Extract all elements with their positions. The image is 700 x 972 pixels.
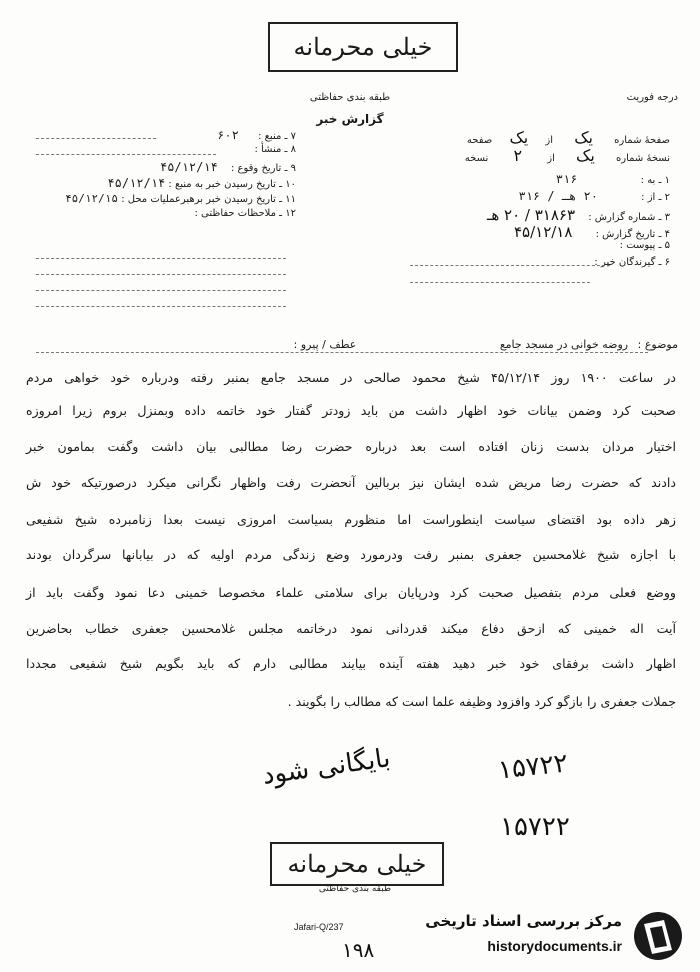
dotted-line <box>36 154 216 155</box>
watermark-url: historydocuments.ir <box>487 938 622 954</box>
source-received-date-row <box>34 176 296 192</box>
page-from-label: از <box>545 135 554 146</box>
dotted-line <box>36 138 156 139</box>
occurrence-date-value: ۴۵/۱۲/۱۴ <box>159 160 218 174</box>
to-row <box>400 172 670 189</box>
body-line-10: جملات جعفری را بازگو کرد وافزود وظیفه علما است که مطالب را بگویند . <box>287 694 676 709</box>
page-unit: صفحه <box>466 135 493 146</box>
archive-logo-icon <box>630 910 686 962</box>
urgency-label: درجه فوریت <box>626 92 678 103</box>
page-number-row <box>400 128 670 146</box>
copy-from-value: ۲ <box>513 146 523 165</box>
body-line-5: زهر داده بود اقتضای سیاست اینطوراست اما منظورم بسیاست امروزی نیست بعدا زنامبرده شیخ شفیعی <box>26 512 676 527</box>
body-line-7: ووضع فعلی مردم بتفصیل صحبت کرد ودرپایان برای سلامتی علماء مخصوصا خمینی دعا نمود وگفت باید از <box>26 585 676 600</box>
body-line-1: در ساعت ۱۹۰۰ روز ۴۵/۱۲/۱۴ شیخ محمود صالحی در مسجد جامع بمنبر رفته ودرباره خود خواهی مردم <box>26 370 676 385</box>
bottom-classification-stamp: خیلی محرمانه <box>270 842 444 886</box>
subject-value: روضه خوانی در مسجد جامع <box>499 338 629 351</box>
from-label: ۲ ـ از : <box>641 192 670 203</box>
copy-value: یک <box>576 146 595 165</box>
attachment-label: ۵ ـ پیوست : <box>619 240 670 251</box>
subject-underline <box>36 352 648 353</box>
top-classification-stamp: خیلی محرمانه <box>268 22 458 72</box>
from-value: ۲۰ هـ / ۳۱۶ <box>518 189 598 203</box>
source-label: ۷ ـ منبع : <box>258 131 296 142</box>
page-value: یک <box>574 128 593 147</box>
report-date-row <box>400 223 670 240</box>
copy-label: نسخهٔ شماره <box>616 153 670 164</box>
subject-label: موضوع : <box>637 338 678 351</box>
source-received-date-value: ۴۵/۱۲/۱۴ <box>107 176 166 190</box>
occurrence-date-row <box>34 160 296 176</box>
archive-code: Jafari-Q/237 <box>294 922 344 932</box>
source-value: ۶۰۲ <box>217 128 239 142</box>
dotted-line <box>410 265 610 266</box>
ops-received-date-label: ۱۱ ـ تاریخ رسیدن خبر برهبرعملیات محل : <box>121 194 296 205</box>
occurrence-date-label: ۹ ـ تاریخ وقوع : <box>230 163 296 174</box>
report-date-label: ۴ ـ تاریخ گزارش : <box>595 229 670 240</box>
dotted-line <box>36 258 286 259</box>
origin-label: ۸ ـ منشأ : <box>254 144 296 155</box>
body-line-4: دادند که حضرت رضا مریض شده ایشان نیز بربالین آنحضرت رفت واظهار نگرانی میکرد درصورتیکه خود ش <box>26 475 676 490</box>
reference-label: عطف / پیرو : <box>293 338 357 351</box>
page-label: صفحهٔ شماره <box>614 135 670 146</box>
report-number-row <box>400 206 670 223</box>
report-number-value: ۳۱۸۶۳ / ۲۰ هـ <box>486 206 576 224</box>
bottom-stamp-sub: طبقه بندی حفاظتی <box>318 884 392 894</box>
attachment-row <box>400 240 670 257</box>
left-field-block <box>34 128 296 224</box>
handwritten-number-1: ۱۵۷۲۲ <box>496 748 570 786</box>
to-label: ۱ ـ به : <box>640 175 670 186</box>
subject-row <box>28 338 678 351</box>
report-number-label: ۳ ـ شماره گزارش : <box>588 212 670 223</box>
body-line-3: اختیار مردان بدست زنان افتاده است بعد درباره حضرت رضا مطالبی بیان داشت وگفت بمامون خبر <box>26 439 676 454</box>
handwritten-number-2: ۱۵۷۲۲ <box>500 812 570 842</box>
to-value: ۳۱۶ <box>555 172 578 186</box>
dotted-line <box>36 306 286 307</box>
security-notes-row <box>34 208 296 224</box>
dotted-line <box>410 282 590 283</box>
body-line-9: اظهار داشت برفقای خود خبر دهید هفته آینده بیایند مطالبی دارم که باید بگویم شیخ شفیعی مجددا <box>26 656 676 671</box>
page-number: ۱۹۸ <box>342 938 375 962</box>
body-line-8: آیت اله خمینی که ازحق دفاع میکند قدردانی نمود درخاتمه مجلس غلامحسین جعفری خطاب بحاضرین <box>26 621 676 636</box>
body-line-6: با اجازه شیخ غلامحسین جعفری بمنبر رفت ودرمورد وضع زندگی مردم اولیه که در بیابانها سرگردان بودند <box>26 547 676 562</box>
watermark-title: مرکز بررسی اسناد تاریخی <box>425 912 622 930</box>
from-row <box>400 189 670 206</box>
ops-received-date-value: ۴۵/۱۲/۱۵ <box>65 192 119 205</box>
copy-unit: نسخه <box>464 153 489 164</box>
dotted-line <box>36 290 286 291</box>
recipients-label: ۶ ـ گیرندگان خبر : <box>594 257 670 268</box>
classification-label: طبقه بندی حفاظتی <box>309 92 391 103</box>
report-title: گزارش خبر <box>316 112 384 126</box>
right-field-block <box>400 128 670 274</box>
handwritten-archive-note: بایگانی شود <box>260 743 393 791</box>
source-row <box>34 128 296 144</box>
origin-row <box>34 144 296 160</box>
copy-from-label: از <box>547 153 555 164</box>
body-line-2: صحبت کرد وضمن بیانات خود اظهار داشت من باید زودتر گفتار خود خاتمه داده وبمنزل بروم زیرا امروزه <box>26 403 676 418</box>
security-notes-label: ۱۲ ـ ملاحظات حفاظتی : <box>194 208 296 219</box>
page-from-value: یک <box>509 128 529 147</box>
watermark <box>418 908 692 964</box>
source-received-date-label: ۱۰ ـ تاریخ رسیدن خبر به منبع : <box>168 179 296 190</box>
ops-received-date-row <box>34 192 296 208</box>
report-date-value: ۴۵/۱۲/۱۸ <box>513 223 573 241</box>
copy-number-row <box>400 146 670 164</box>
dotted-line <box>36 274 286 275</box>
